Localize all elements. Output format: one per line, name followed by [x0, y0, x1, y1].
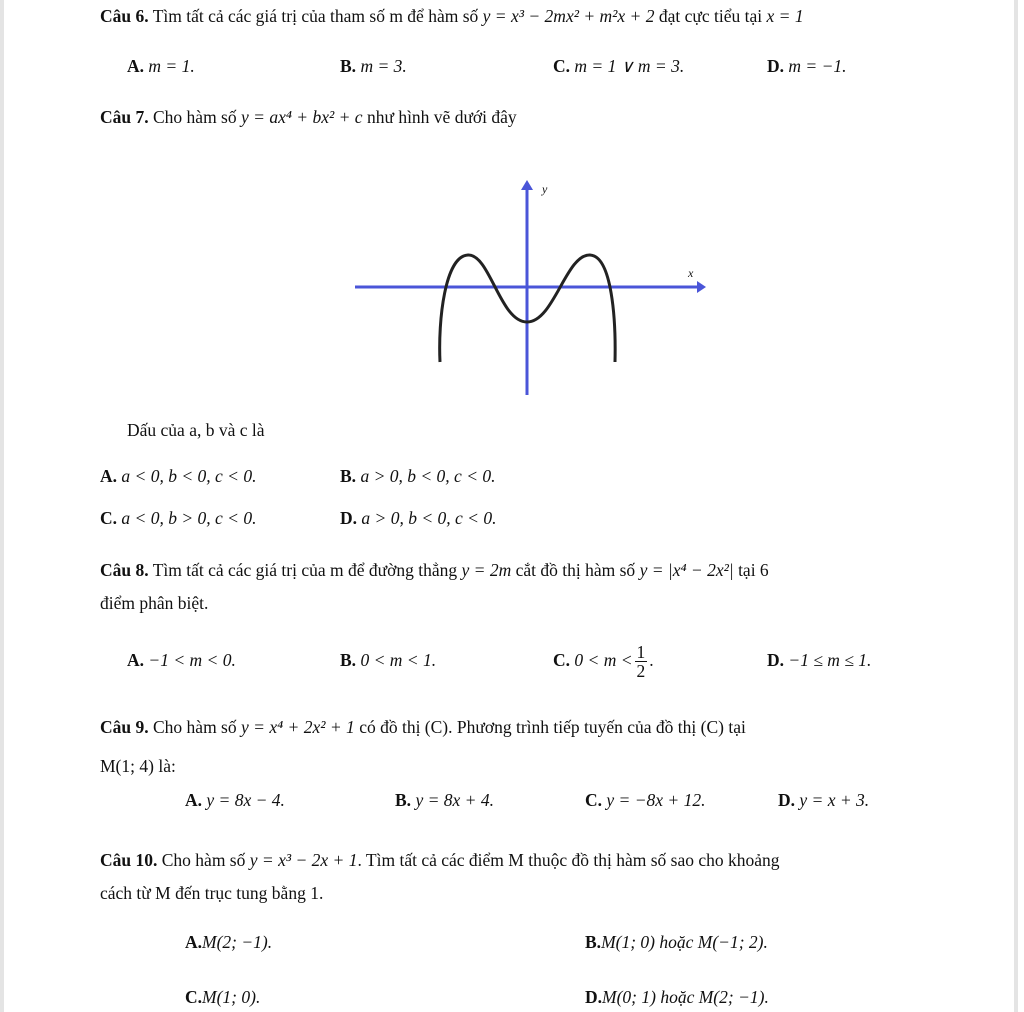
formula: y = x³ − 2mx² + m²x + 2: [482, 6, 655, 26]
option-key: A.: [185, 932, 203, 952]
option-key: B.: [340, 650, 357, 670]
option-key: B.: [340, 56, 357, 76]
option-c[interactable]: [585, 789, 705, 811]
denominator: 2: [636, 661, 646, 682]
option-value: M(1; 0) hoặc M(−1; 2).: [601, 932, 768, 952]
option-value: a > 0, b < 0, c < 0.: [361, 508, 497, 528]
formula: y = ax⁴ + bx² + c: [241, 107, 363, 127]
option-a[interactable]: [100, 465, 256, 487]
option-value: a < 0, b > 0, c < 0.: [121, 508, 257, 528]
option-value: −1 < m < 0.: [148, 650, 236, 670]
option-value: a > 0, b < 0, c < 0.: [360, 466, 496, 486]
option-key: B.: [395, 790, 412, 810]
option-key: C.: [185, 987, 203, 1007]
option-value: −1 ≤ m ≤ 1.: [788, 650, 872, 670]
formula: y = 2m: [461, 560, 512, 580]
formula: y = x⁴ + 2x² + 1: [241, 717, 355, 737]
option-key: C.: [553, 56, 571, 76]
option-a[interactable]: [185, 931, 272, 953]
question-text: . Tìm tất cả các điểm M thuộc đồ thị hàm số sao cho khoảng: [357, 850, 780, 870]
option-value: m = 3.: [360, 56, 407, 76]
option-a[interactable]: [185, 789, 285, 811]
question-label: Câu 8.: [100, 560, 149, 580]
option-key: D.: [767, 56, 785, 76]
option-d[interactable]: [778, 789, 869, 811]
option-a[interactable]: [127, 649, 236, 671]
option-c[interactable]: [553, 638, 654, 682]
question-label: Câu 7.: [100, 107, 149, 127]
option-value: 0 < m <: [574, 650, 633, 670]
x-axis-label: x: [688, 266, 694, 280]
option-value: y = x + 3.: [799, 790, 870, 810]
option-value: 0 < m < 1.: [360, 650, 437, 670]
question-text: Cho hàm số: [161, 850, 246, 870]
option-b[interactable]: [585, 931, 768, 953]
option-d[interactable]: [767, 649, 871, 671]
option-key: D.: [778, 790, 796, 810]
formula: y = x³ − 2x + 1: [249, 850, 358, 870]
option-key: C.: [585, 790, 603, 810]
question-label: Câu 9.: [100, 717, 149, 737]
question-text-line2: M(1; 4) là:: [100, 756, 176, 776]
question-text: đạt cực tiểu tại: [658, 6, 763, 26]
option-key: B.: [340, 466, 357, 486]
option-value: M(2; −1).: [202, 932, 273, 952]
question-text: Tìm tất cả các giá trị của m để đường thẳng: [152, 560, 458, 580]
option-key: A.: [185, 790, 203, 810]
option-b[interactable]: [395, 789, 494, 811]
option-key: A.: [127, 56, 145, 76]
option-value: M(1; 0).: [202, 987, 261, 1007]
question-text: có đồ thị (C). Phương trình tiếp tuyến của đồ thị (C) tại: [359, 717, 746, 737]
option-key: C.: [553, 650, 571, 670]
option-c[interactable]: [185, 986, 260, 1008]
option-key: A.: [100, 466, 118, 486]
option-d[interactable]: [585, 986, 769, 1008]
option-key: D.: [585, 987, 603, 1007]
y-axis-label: y: [542, 182, 548, 196]
option-key: B.: [585, 932, 602, 952]
option-value: m = 1 ∨ m = 3.: [574, 56, 685, 76]
option-key: C.: [100, 508, 118, 528]
option-c[interactable]: [100, 507, 256, 529]
option-tail: .: [649, 650, 654, 670]
question-9: [100, 716, 746, 738]
option-b[interactable]: [340, 649, 436, 671]
option-d[interactable]: [340, 507, 496, 529]
question-text: như hình vẽ dưới đây: [366, 107, 517, 127]
question-text: Tìm tất cả các giá trị của tham số m để hàm số: [152, 6, 479, 26]
option-b[interactable]: [340, 465, 496, 487]
question-text: Cho hàm số: [153, 107, 237, 127]
x-axis-arrow-icon: [697, 281, 706, 293]
formula: x = 1: [766, 6, 804, 26]
question-8: [100, 559, 769, 581]
y-axis-arrow-icon: [521, 180, 533, 190]
option-value: M(0; 1) hoặc M(2; −1).: [602, 987, 769, 1007]
question-prompt: Dấu của a, b và c là: [127, 420, 265, 440]
option-value: m = 1.: [148, 56, 195, 76]
question-label: Câu 10.: [100, 850, 158, 870]
fraction: [635, 643, 648, 680]
question-text: cắt đồ thị hàm số: [515, 560, 636, 580]
question-text-line2: điểm phân biệt.: [100, 593, 209, 613]
option-key: D.: [767, 650, 785, 670]
option-value: a < 0, b < 0, c < 0.: [121, 466, 257, 486]
question-text-line2: cách từ M đến trục tung bằng 1.: [100, 883, 324, 903]
option-key: D.: [340, 508, 358, 528]
numerator: 1: [636, 642, 646, 663]
option-key: A.: [127, 650, 145, 670]
option-value: y = 8x + 4.: [415, 790, 494, 810]
option-value: m = −1.: [788, 56, 847, 76]
question-label: Câu 6.: [100, 6, 149, 26]
question-text: Cho hàm số: [153, 717, 237, 737]
formula: y = |x⁴ − 2x²|: [639, 560, 734, 580]
option-value: y = −8x + 12.: [606, 790, 706, 810]
question-text: tại 6: [738, 560, 769, 580]
question-10: [100, 849, 780, 871]
option-value: y = 8x − 4.: [206, 790, 285, 810]
